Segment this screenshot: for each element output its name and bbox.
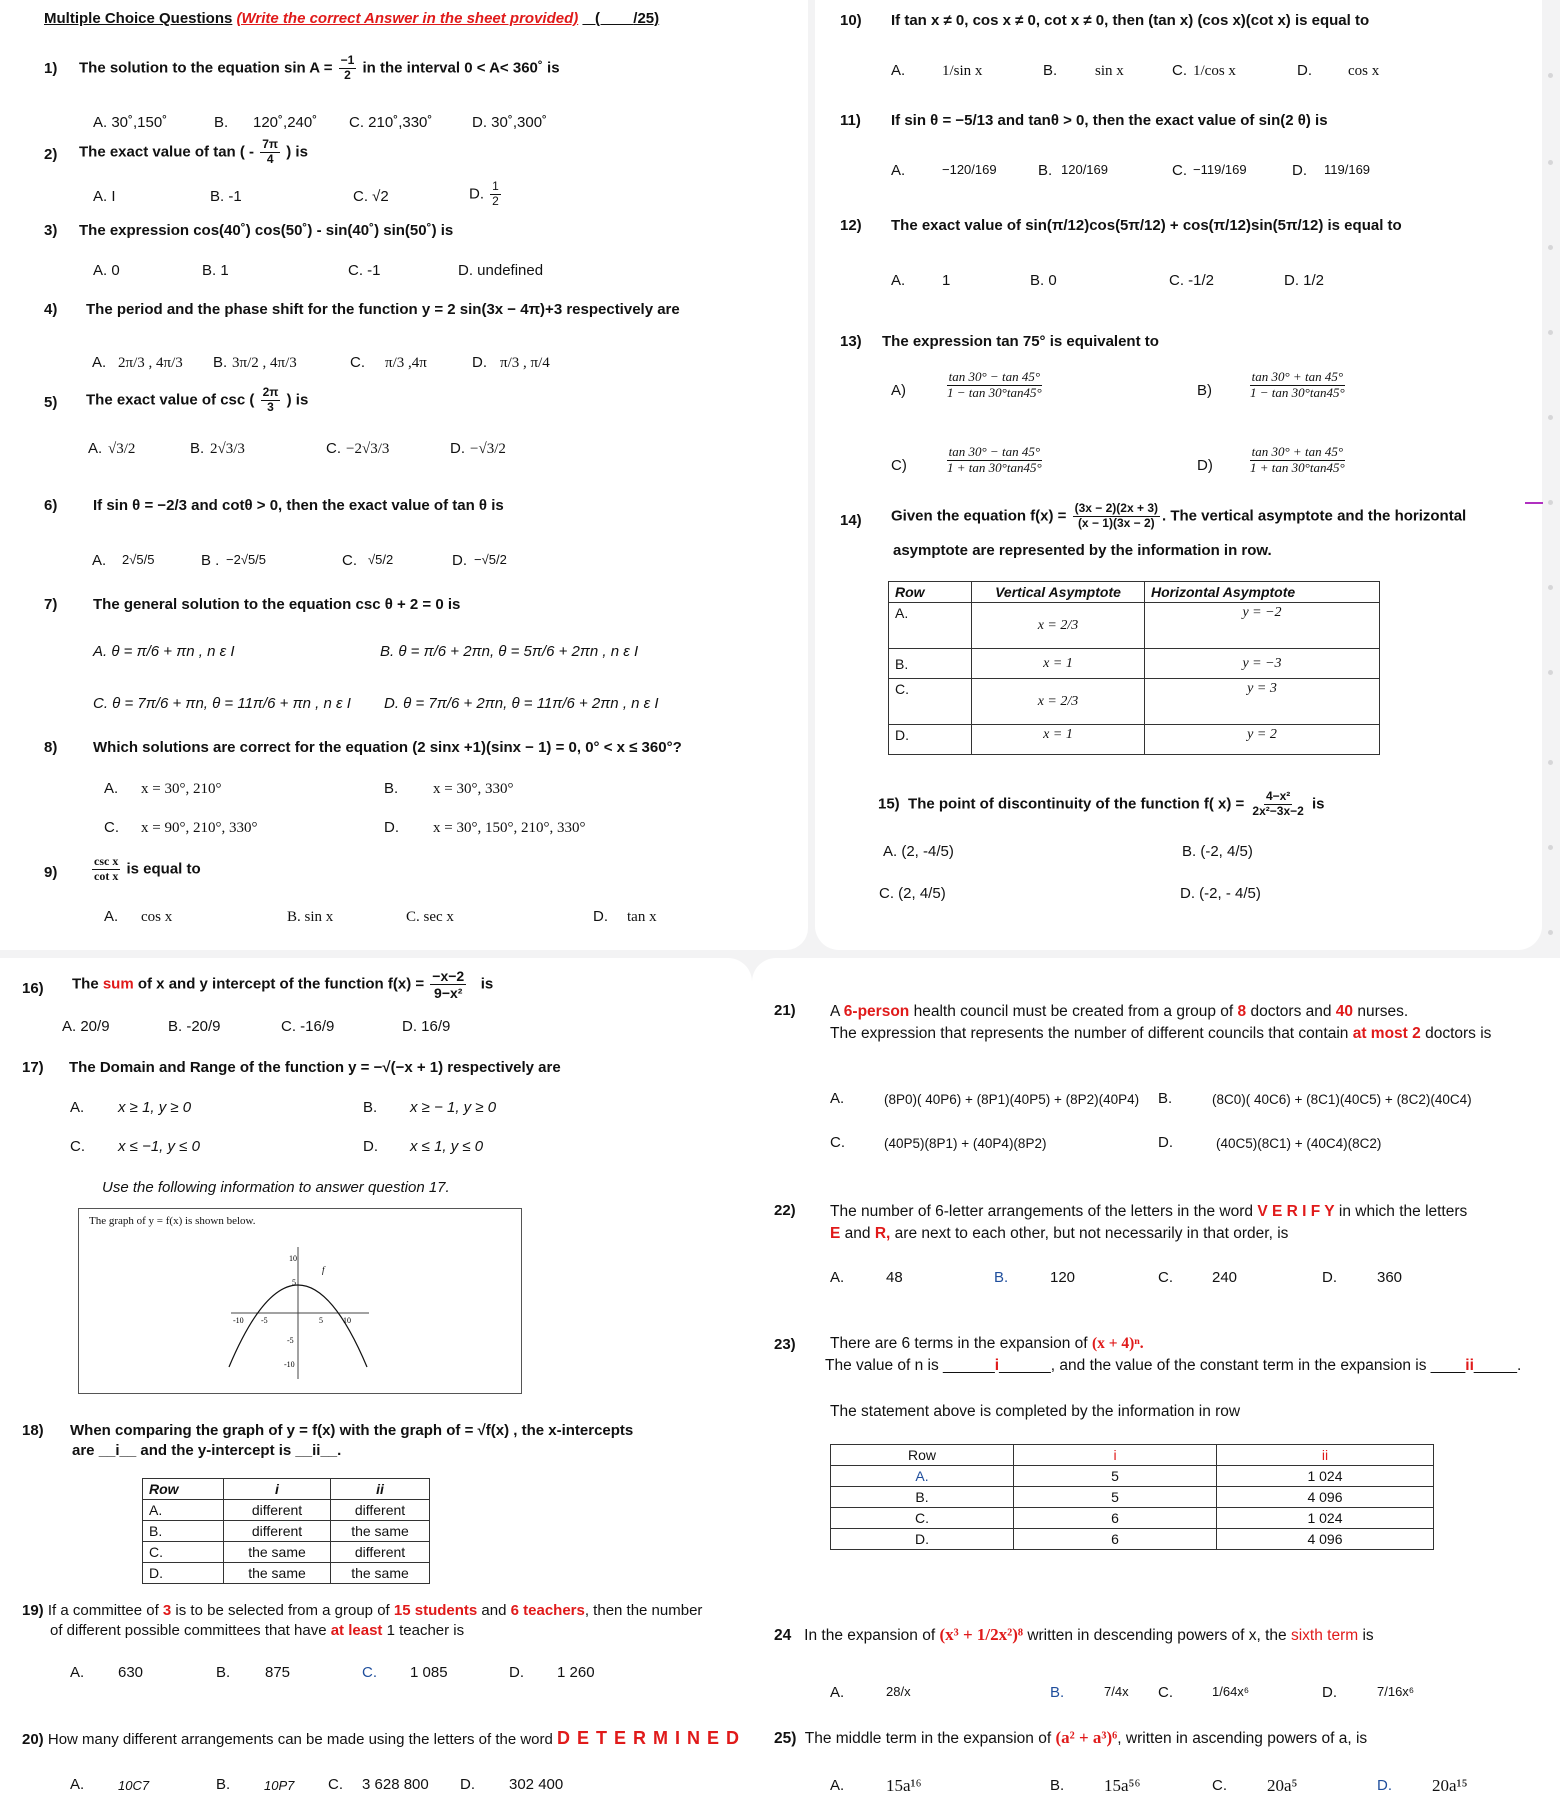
q8-option-a[interactable]: x = 30°, 210° bbox=[141, 781, 222, 797]
q14-header-row: Row bbox=[889, 582, 972, 603]
margin-dot bbox=[1548, 670, 1553, 675]
q5-option-d[interactable]: −√3/2 bbox=[470, 441, 506, 457]
q11-option-d[interactable]: 119/169 bbox=[1324, 162, 1371, 177]
q13-stem: The expression tan 75° is equivalent to bbox=[882, 333, 1159, 350]
q23-header-row: Row bbox=[831, 1445, 1014, 1466]
margin-dot bbox=[1548, 500, 1553, 505]
q21-stem-line2: The expression that represents the number of different councils that contain at most 2 doctors is bbox=[830, 1025, 1492, 1042]
q4-option-c[interactable]: π/3 ,4π bbox=[385, 355, 427, 371]
q17-option-b-label[interactable]: B. bbox=[363, 1099, 378, 1116]
tick-y-neg10: -10 bbox=[284, 1360, 295, 1369]
q18-stem-line2: are __i__ and the y-intercept is __ii__. bbox=[72, 1442, 342, 1459]
header-score-blank: ( bbox=[582, 10, 634, 27]
q15-option-b[interactable]: B. (-2, 4/5) bbox=[1182, 843, 1253, 860]
q1-option-b[interactable]: 120˚,240˚ bbox=[253, 114, 318, 131]
q17-option-c[interactable]: x ≤ −1, y ≤ 0 bbox=[118, 1138, 200, 1155]
q14-header-vertical: Vertical Asymptote bbox=[972, 582, 1145, 603]
q3-option-d[interactable]: D. undefined bbox=[458, 262, 544, 279]
q1-option-a[interactable]: A. 30˚,150˚ bbox=[93, 114, 168, 131]
q10-option-c-label[interactable]: C. bbox=[1172, 62, 1187, 79]
q21-option-d-label[interactable]: D. bbox=[1158, 1134, 1173, 1151]
q9-option-c[interactable]: C. sec x bbox=[406, 909, 454, 925]
q11-number: 11) bbox=[840, 112, 861, 129]
q6-option-a-label[interactable]: A. bbox=[92, 552, 107, 569]
q14-row-d[interactable]: D. x = 1 y = 2 bbox=[889, 725, 1380, 755]
margin-dot bbox=[1548, 585, 1553, 590]
q10-option-a-label[interactable]: A. bbox=[891, 62, 906, 79]
q22-option-d[interactable]: 360 bbox=[1377, 1269, 1403, 1286]
q20-option-b-label[interactable]: B. bbox=[216, 1776, 231, 1793]
q17-option-a[interactable]: x ≥ 1, y ≥ 0 bbox=[118, 1099, 192, 1116]
q15-option-d[interactable]: D. (-2, - 4/5) bbox=[1180, 885, 1261, 902]
q11-stem: If sin θ = −5/13 and tanθ > 0, then the exact value of sin(2 θ) is bbox=[891, 112, 1328, 129]
q21-option-b[interactable]: (8C0)( 40C6) + (8C1)(40C5) + (8C2)(40C4) bbox=[1212, 1092, 1472, 1107]
q10-option-d-label[interactable]: D. bbox=[1297, 62, 1312, 79]
q7-option-d[interactable]: D. θ = 7π/6 + 2πn, θ = 11π/6 + 2πn , n ε I bbox=[384, 695, 659, 712]
q5-stem: The exact value of csc ( $\frac{2\pi}{3}$ ) is bbox=[86, 385, 309, 414]
q24-stem: 24 In the expansion of (x³ + 1/2x²)⁸ written in descending powers of x, the sixth term is bbox=[774, 1625, 1374, 1644]
q18-header-row: Row bbox=[143, 1479, 224, 1500]
q22-stem: The number of 6-letter arrangements of the letters in the word V E R I F Y in which the letters bbox=[830, 1203, 1468, 1220]
header-instruction: (Write the correct Answer in the sheet provided) bbox=[236, 10, 579, 27]
q9-option-a[interactable]: cos x bbox=[141, 909, 173, 925]
q22-option-a-label[interactable]: A. bbox=[830, 1269, 845, 1286]
q10-option-b[interactable]: sin x bbox=[1095, 63, 1124, 79]
tick-y-neg5: -5 bbox=[287, 1336, 294, 1345]
q20-option-c[interactable]: 3 628 800 bbox=[362, 1776, 429, 1793]
q25-option-a[interactable]: 15a¹⁶ bbox=[886, 1776, 922, 1795]
q14-header-horizontal: Horizontal Asymptote bbox=[1145, 582, 1380, 603]
margin-dot bbox=[1548, 160, 1553, 165]
q9-stem: csc x cot x is equal to bbox=[94, 854, 201, 883]
panel-questions-10-15 bbox=[815, 0, 1542, 950]
tick-x-neg10: -10 bbox=[233, 1316, 244, 1325]
q1-option-c[interactable]: C. 210˚,330˚ bbox=[349, 114, 433, 131]
q5-option-b[interactable]: 2√3/3 bbox=[210, 441, 245, 457]
q5-option-a[interactable]: √3/2 bbox=[108, 441, 136, 457]
q24-option-c[interactable]: 1/64x⁶ bbox=[1212, 1684, 1250, 1699]
q22-option-c[interactable]: 240 bbox=[1212, 1269, 1238, 1286]
q6-option-c[interactable]: √5/2 bbox=[368, 552, 394, 567]
margin-dot bbox=[1548, 330, 1553, 335]
q19-option-d-label[interactable]: D. bbox=[509, 1664, 524, 1681]
q20-option-b[interactable]: 10P7 bbox=[264, 1778, 295, 1793]
q24-option-a[interactable]: 28/x bbox=[886, 1684, 911, 1699]
q10-stem: If tan x ≠ 0, cos x ≠ 0, cot x ≠ 0, then (tan x) (cos x)(cot x) is equal to bbox=[891, 12, 1370, 29]
q10-option-c[interactable]: 1/cos x bbox=[1193, 63, 1236, 79]
q7-number: 7) bbox=[44, 596, 58, 613]
q4-option-d[interactable]: π/3 , π/4 bbox=[500, 355, 550, 371]
q8-option-a-label[interactable]: A. bbox=[104, 780, 119, 797]
q4-option-d-label[interactable]: D. bbox=[472, 354, 487, 371]
q25-stem: 25) The middle term in the expansion of (a² + a³)⁶, written in ascending powers of a, is bbox=[774, 1728, 1368, 1747]
q8-option-c[interactable]: x = 90°, 210°, 330° bbox=[141, 820, 258, 836]
q25-option-b-label[interactable]: B. bbox=[1050, 1777, 1065, 1794]
q23-header-i: i bbox=[1014, 1445, 1217, 1466]
q12-number: 12) bbox=[840, 217, 862, 234]
q15-stem: 15) The point of discontinuity of the function f( x) = $\frac{\text{4−x²}}{\text{2x²−3x−2}}$ is bbox=[878, 789, 1325, 818]
q25-option-b[interactable]: 15a⁵⁶ bbox=[1104, 1776, 1141, 1795]
panel-questions-16-20 bbox=[0, 958, 752, 1816]
q12-option-c[interactable]: C. -1/2 bbox=[1169, 272, 1215, 289]
q17-option-d[interactable]: x ≤ 1, y ≤ 0 bbox=[410, 1138, 484, 1155]
q12-option-b[interactable]: B. 0 bbox=[1030, 272, 1057, 289]
q18-row-c[interactable]: C. the same different bbox=[143, 1542, 430, 1563]
q9-option-a-label[interactable]: A. bbox=[104, 908, 119, 925]
q20-option-d-label[interactable]: D. bbox=[460, 1776, 475, 1793]
margin-dot bbox=[1548, 930, 1553, 935]
q17-parabola-graph bbox=[79, 1209, 521, 1393]
q13-option-c-label[interactable]: C) bbox=[891, 457, 907, 474]
q7-option-a[interactable]: A. θ = π/6 + πn , n ε I bbox=[93, 643, 235, 660]
q12-option-d[interactable]: D. 1/2 bbox=[1284, 272, 1325, 289]
q22-option-a[interactable]: 48 bbox=[886, 1269, 903, 1286]
curve-label-f: f bbox=[322, 1265, 325, 1275]
q13-option-b[interactable]: $\frac{\tan 30^\circ + \tan 45^\circ}{1 - \tan 30^\circ\tan 45^\circ}$ bbox=[1250, 369, 1345, 400]
q20-option-c-label[interactable]: C. bbox=[328, 1776, 343, 1793]
q18-header-i: i bbox=[224, 1479, 331, 1500]
q14-stem-line2: asymptote are represented by the information in row. bbox=[893, 542, 1272, 559]
panel-questions-21-25 bbox=[752, 958, 1560, 1816]
q15-number: 15) bbox=[878, 795, 900, 813]
q6-option-b[interactable]: −2√5/5 bbox=[226, 552, 267, 567]
q21-option-c-label[interactable]: C. bbox=[830, 1134, 845, 1151]
q8-option-c-label[interactable]: C. bbox=[104, 819, 119, 836]
q19-stem-line2: of different possible committees that have at least 1 teacher is bbox=[50, 1622, 465, 1639]
margin-dot bbox=[1548, 415, 1553, 420]
q14-row-b[interactable]: B. x = 1 y = −3 bbox=[889, 649, 1380, 679]
q6-option-a[interactable]: 2√5/5 bbox=[122, 552, 155, 567]
q4-number: 4) bbox=[44, 301, 58, 318]
q25-number: 25) bbox=[774, 1730, 797, 1747]
q23-row-a[interactable]: A. 5 1 024 bbox=[831, 1466, 1434, 1487]
q1-number: 1) bbox=[44, 60, 58, 77]
tick-y-10: 10 bbox=[289, 1254, 297, 1263]
q24-option-a-label[interactable]: A. bbox=[830, 1684, 845, 1701]
tick-y-5: 5 bbox=[292, 1278, 296, 1287]
q17-option-b[interactable]: x ≥ − 1, y ≥ 0 bbox=[410, 1099, 497, 1116]
q14-row-c[interactable]: C. x = 2/3 y = 3 bbox=[889, 679, 1380, 725]
q8-option-d-label[interactable]: D. bbox=[384, 819, 399, 836]
q22-option-b[interactable]: 120 bbox=[1050, 1269, 1076, 1286]
tick-x-neg5: -5 bbox=[261, 1316, 268, 1325]
q10-option-a[interactable]: 1/sin x bbox=[942, 63, 983, 79]
q2-number: 2) bbox=[44, 146, 58, 163]
q12-option-a-label[interactable]: A. bbox=[891, 272, 906, 289]
q4-stem: The period and the phase shift for the function y = 2 sin(3x − 4π)+3 respectively are bbox=[86, 301, 680, 318]
q4-option-b-label[interactable]: B. bbox=[213, 354, 228, 371]
q13-option-d[interactable]: $\frac{\tan 30^\circ + \tan 45^\circ}{1 + \tan 30^\circ\tan 45^\circ}$ bbox=[1250, 444, 1345, 475]
q19-option-a-label[interactable]: A. bbox=[70, 1664, 85, 1681]
q21-option-a-label[interactable]: A. bbox=[830, 1090, 845, 1107]
q6-stem: If sin θ = −2/3 and cotθ > 0, then the exact value of tan θ is bbox=[93, 497, 504, 514]
q8-stem: Which solutions are correct for the equation (2 sinx +1)(sinx − 1) = 0, 0° < x ≤ 360°? bbox=[93, 739, 682, 756]
q8-option-b-label[interactable]: B. bbox=[384, 780, 399, 797]
margin-dot bbox=[1548, 760, 1553, 765]
q13-option-b-label[interactable]: B) bbox=[1197, 382, 1212, 399]
q18-row-d[interactable]: D. the same the same bbox=[143, 1563, 430, 1584]
q19-option-d[interactable]: 1 260 bbox=[557, 1664, 595, 1681]
q20-number: 20) bbox=[22, 1731, 44, 1748]
margin-dot bbox=[1548, 245, 1553, 250]
q6-option-c-label[interactable]: C. bbox=[342, 552, 357, 569]
q23-table bbox=[830, 1444, 1434, 1550]
q11-option-a[interactable]: −120/169 bbox=[942, 162, 997, 177]
q11-option-a-label[interactable]: A. bbox=[891, 162, 906, 179]
q25-option-d[interactable]: 20a¹⁵ bbox=[1432, 1776, 1468, 1795]
q3-option-c[interactable]: C. -1 bbox=[348, 262, 381, 279]
q17-number: 17) bbox=[22, 1059, 44, 1076]
q24-option-c-label[interactable]: C. bbox=[1158, 1684, 1173, 1701]
q2-option-d[interactable]: D. $\frac{1}{2}$ bbox=[469, 179, 499, 208]
q8-option-d[interactable]: x = 30°, 150°, 210°, 330° bbox=[433, 820, 586, 836]
q2-option-a[interactable]: A. I bbox=[93, 188, 116, 205]
q5-option-a-label[interactable]: A. bbox=[88, 440, 103, 457]
q5-option-d-label[interactable]: D. bbox=[450, 440, 465, 457]
section-header bbox=[44, 10, 659, 29]
q1-option-d[interactable]: D. 30˚,300˚ bbox=[472, 114, 548, 131]
q13-option-a-label[interactable]: A) bbox=[891, 382, 906, 399]
q14-row-a[interactable]: A. x = 2/3 y = −2 bbox=[889, 603, 1380, 649]
q22-number: 22) bbox=[774, 1202, 796, 1219]
q16-stem: The sum of x and y intercept of the function f(x) = $\frac{-x-2}{\text{9−x²}}$ is bbox=[72, 968, 494, 1002]
q19-option-b-label[interactable]: B. bbox=[216, 1664, 231, 1681]
q24-option-d[interactable]: 7/16x⁶ bbox=[1377, 1684, 1415, 1699]
q24-number: 24 bbox=[774, 1627, 792, 1644]
q25-option-c-label[interactable]: C. bbox=[1212, 1777, 1227, 1794]
q19-number: 19) bbox=[22, 1602, 44, 1619]
q16-option-b[interactable]: B. -20/9 bbox=[168, 1018, 221, 1035]
q14-stem: Given the equation f(x) = $\frac{(3x - 2)(2x + 3)}{(x - 1)(3x - 2)}$ . The vertical asymptote and the horizontal bbox=[891, 501, 1467, 530]
q10-option-d[interactable]: cos x bbox=[1348, 63, 1380, 79]
q4-option-b[interactable]: 3π/2 , 4π/3 bbox=[232, 355, 297, 371]
tick-x-10: 10 bbox=[343, 1316, 351, 1325]
margin-dot bbox=[1548, 845, 1553, 850]
q5-option-c[interactable]: −2√3/3 bbox=[346, 441, 390, 457]
q21-stem: A 6-person health council must be created from a group of 8 doctors and 40 nurses. bbox=[830, 1003, 1409, 1020]
q5-option-b-label[interactable]: B. bbox=[190, 440, 205, 457]
q17-option-d-label[interactable]: D. bbox=[363, 1138, 378, 1155]
q11-option-b-label[interactable]: B. bbox=[1038, 162, 1053, 179]
q9-option-d-label[interactable]: D. bbox=[593, 908, 608, 925]
q15-option-c[interactable]: C. (2, 4/5) bbox=[879, 885, 946, 902]
q19-stem: 19) If a committee of 3 is to be selected from a group of 15 students and 6 teachers, then the number bbox=[22, 1602, 703, 1619]
q23-header-ii: ii bbox=[1217, 1445, 1434, 1466]
header-score: /25) bbox=[633, 10, 660, 27]
q22-option-b-label[interactable]: B. bbox=[994, 1269, 1009, 1286]
q23-stem-line2: The value of n is ______i______, and the value of the constant term in the expansion is ____ii_____. bbox=[825, 1357, 1522, 1374]
q25-option-c[interactable]: 20a⁵ bbox=[1267, 1776, 1298, 1795]
q23-stem: There are 6 terms in the expansion of (x + 4)ⁿ. bbox=[830, 1335, 1144, 1352]
q23-row-b[interactable]: B. 5 4 096 bbox=[831, 1487, 1434, 1508]
q4-option-a-label[interactable]: A. bbox=[92, 354, 107, 371]
q23-row-d[interactable]: D. 6 4 096 bbox=[831, 1529, 1434, 1550]
q6-option-d[interactable]: −√5/2 bbox=[474, 552, 507, 567]
q19-option-c-label[interactable]: C. bbox=[362, 1664, 377, 1681]
q12-option-a[interactable]: 1 bbox=[942, 272, 951, 289]
q8-number: 8) bbox=[44, 739, 58, 756]
q7-option-c[interactable]: C. θ = 7π/6 + πn, θ = 11π/6 + πn , n ε I bbox=[93, 695, 351, 712]
q23-stem-line3: The statement above is completed by the information in row bbox=[830, 1403, 1241, 1420]
q20-option-a-label[interactable]: A. bbox=[70, 1776, 85, 1793]
q14-table bbox=[888, 581, 1380, 755]
q1-option-b-label[interactable]: B. bbox=[214, 114, 229, 131]
q11-option-d-label[interactable]: D. bbox=[1292, 162, 1307, 179]
q24-option-d-label[interactable]: D. bbox=[1322, 1684, 1337, 1701]
q11-option-b[interactable]: 120/169 bbox=[1061, 162, 1108, 177]
q18-row-b[interactable]: B. different the same bbox=[143, 1521, 430, 1542]
q9-option-b[interactable]: B. sin x bbox=[287, 909, 334, 925]
q5-number: 5) bbox=[44, 394, 58, 411]
q8-option-b[interactable]: x = 30°, 330° bbox=[433, 781, 514, 797]
q2-stem: The exact value of tan ( - $\frac{7\pi}{4}$ ) is bbox=[79, 137, 308, 166]
q24-option-b-label[interactable]: B. bbox=[1050, 1684, 1065, 1701]
q3-option-a[interactable]: A. 0 bbox=[93, 262, 120, 279]
q13-option-a[interactable]: $\frac{\tan 30^\circ - \tan 45^\circ}{1 - \tan 30^\circ\tan 45^\circ}$ bbox=[947, 369, 1042, 400]
q19-option-c[interactable]: 1 085 bbox=[410, 1664, 448, 1681]
q6-option-d-label[interactable]: D. bbox=[452, 552, 467, 569]
q22-option-c-label[interactable]: C. bbox=[1158, 1269, 1173, 1286]
q22-stem-line2: E and R, are next to each other, but not necessarily in that order, is bbox=[830, 1225, 1289, 1242]
q16-option-c[interactable]: C. -16/9 bbox=[281, 1018, 335, 1035]
q7-stem: The general solution to the equation csc θ + 2 = 0 is bbox=[93, 596, 461, 613]
q18-stem-line1: When comparing the graph of y = f(x) with the graph of = √f(x) , the x-intercepts bbox=[70, 1422, 634, 1439]
q6-number: 6) bbox=[44, 497, 58, 514]
q23-row-c[interactable]: C. 6 1 024 bbox=[831, 1508, 1434, 1529]
q3-number: 3) bbox=[44, 222, 58, 239]
q2-option-c[interactable]: C. √2 bbox=[353, 188, 389, 205]
q2-option-b[interactable]: B. -1 bbox=[210, 188, 242, 205]
header-title: Multiple Choice Questions bbox=[44, 10, 233, 27]
q24-option-b[interactable]: 7/4x bbox=[1104, 1684, 1129, 1699]
q21-number: 21) bbox=[774, 1002, 796, 1019]
q1-stem: The solution to the equation sin A = $\frac{-1}{2}$ in the interval 0 < A< 360˚ is bbox=[79, 53, 560, 82]
q18-row-a[interactable]: A. different different bbox=[143, 1500, 430, 1521]
q21-option-a[interactable]: (8P0)( 40P6) + (8P1)(40P5) + (8P2)(40P4) bbox=[884, 1092, 1140, 1107]
q3-option-b[interactable]: B. 1 bbox=[202, 262, 229, 279]
margin-dot bbox=[1548, 73, 1553, 78]
margin-marker bbox=[1525, 502, 1543, 504]
q14-number: 14) bbox=[840, 512, 862, 529]
q10-option-b-label[interactable]: B. bbox=[1043, 62, 1058, 79]
q11-option-c[interactable]: −119/169 bbox=[1193, 162, 1247, 177]
q19-option-a[interactable]: 630 bbox=[118, 1664, 144, 1681]
q12-stem: The exact value of sin(π/12)cos(5π/12) + cos(π/12)sin(5π/12) is equal to bbox=[891, 217, 1402, 234]
q17-graph-figure bbox=[78, 1208, 522, 1394]
q13-number: 13) bbox=[840, 333, 862, 350]
q17-option-a-label[interactable]: A. bbox=[70, 1099, 85, 1116]
tick-x-5: 5 bbox=[319, 1316, 323, 1325]
q18-header-ii: ii bbox=[331, 1479, 430, 1500]
q13-option-c[interactable]: $\frac{\tan 30^\circ - \tan 45^\circ}{1 + \tan 30^\circ\tan 45^\circ}$ bbox=[947, 444, 1042, 475]
q21-option-d[interactable]: (40C5)(8C1) + (40C4)(8C2) bbox=[1216, 1136, 1382, 1151]
q16-option-a[interactable]: A. 20/9 bbox=[62, 1018, 110, 1035]
q18-table bbox=[142, 1478, 430, 1584]
q4-option-a[interactable]: 2π/3 , 4π/3 bbox=[118, 355, 183, 371]
q11-option-c-label[interactable]: C. bbox=[1172, 162, 1187, 179]
q9-number: 9) bbox=[44, 864, 58, 881]
q17-graph-caption: The graph of y = f(x) is shown below. bbox=[89, 1215, 256, 1227]
q15-option-a[interactable]: A. (2, -4/5) bbox=[883, 843, 954, 860]
q16-option-d[interactable]: D. 16/9 bbox=[402, 1018, 451, 1035]
q6-option-b-label[interactable]: B . bbox=[201, 552, 220, 569]
q17-stem: The Domain and Range of the function y = −√(−x + 1) respectively are bbox=[69, 1059, 561, 1076]
q20-stem: 20) How many different arrangements can be made using the letters of the word D E T E R M I N E D bbox=[22, 1728, 741, 1748]
q20-option-a[interactable]: 10C7 bbox=[118, 1778, 150, 1793]
q16-number: 16) bbox=[22, 980, 44, 997]
q7-option-b[interactable]: B. θ = π/6 + 2πn, θ = 5π/6 + 2πn , n ε I bbox=[380, 643, 639, 660]
q4-option-c-label[interactable]: C. bbox=[350, 354, 365, 371]
q5-option-c-label[interactable]: C. bbox=[326, 440, 341, 457]
q20-option-d[interactable]: 302 400 bbox=[509, 1776, 564, 1793]
q17-note: Use the following information to answer question 17. bbox=[102, 1179, 450, 1196]
q21-option-c[interactable]: (40P5)(8P1) + (40P4)(8P2) bbox=[884, 1136, 1047, 1151]
q21-option-b-label[interactable]: B. bbox=[1158, 1090, 1173, 1107]
q22-option-d-label[interactable]: D. bbox=[1322, 1269, 1337, 1286]
q25-option-d-label[interactable]: D. bbox=[1377, 1777, 1392, 1794]
q3-stem: The expression cos(40˚) cos(50˚) - sin(40˚) sin(50˚) is bbox=[79, 222, 454, 239]
q25-option-a-label[interactable]: A. bbox=[830, 1777, 845, 1794]
q9-option-d[interactable]: tan x bbox=[627, 909, 657, 925]
q17-option-c-label[interactable]: C. bbox=[70, 1138, 85, 1155]
q10-number: 10) bbox=[840, 12, 862, 29]
q23-number: 23) bbox=[774, 1336, 796, 1353]
panel-questions-1-9 bbox=[0, 0, 808, 950]
q13-option-d-label[interactable]: D) bbox=[1197, 457, 1213, 474]
q19-option-b[interactable]: 875 bbox=[265, 1664, 291, 1681]
q18-number: 18) bbox=[22, 1422, 44, 1439]
